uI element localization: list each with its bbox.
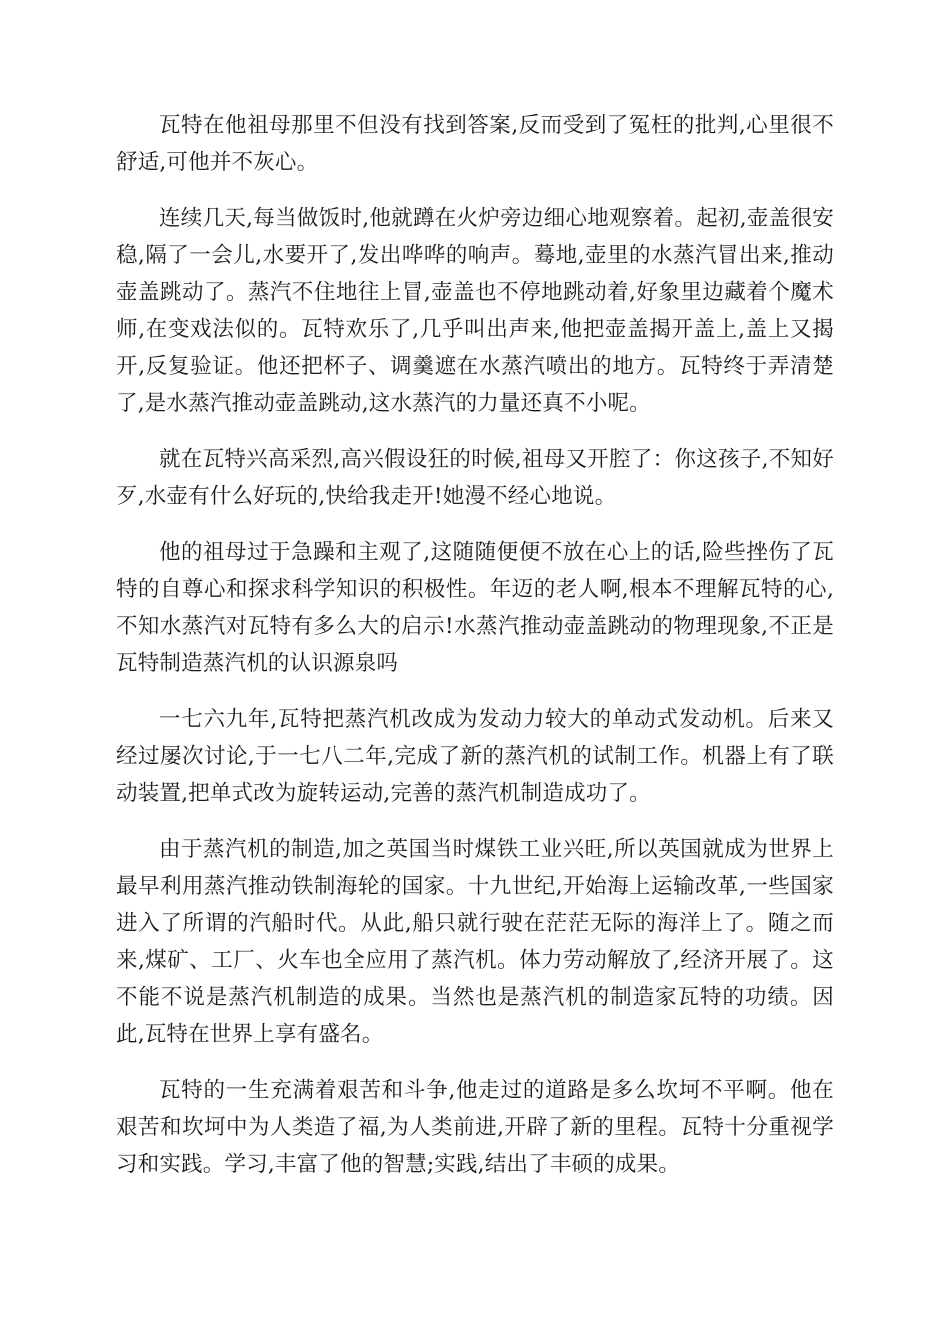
paragraph: 连续几天,每当做饭时,他就蹲在火炉旁边细心地观察着。起初,壶盖很安稳,隔了一会儿,水要开了,发出哗哗的响声。蓦地,壶里的水蒸汽冒出来,推动壶盖跳动了。蒸汽不住地往上冒,壶盖也不停地跳动着,好象里边藏着个魔术师,在变戏法似的。瓦特欢乐了,几乎叫出声来,他把壶盖揭开盖上,盖上又揭开,反复验证。他还把杯子、调羹遮在水蒸汽喷出的地方。瓦特终于弄清楚了,是水蒸汽推动壶盖跳动,这水蒸汽的力量还真不小呢。 bbox=[116, 206, 834, 416]
paragraph: 由于蒸汽机的制造,加之英国当时煤铁工业兴旺,所以英国就成为世界上最早利用蒸汽推动铁制海轮的国家。十九世纪,开始海上运输改革,一些国家进入了所谓的汽船时代。从此,船只就行驶在茫茫无际的海洋上了。随之而来,煤矿、工厂、火车也全应用了蒸汽机。体力劳动解放了,经济开展了。这不能不说是蒸汽机制造的成果。当然也是蒸汽机的制造家瓦特的功绩。因此,瓦特在世界上享有盛名。 bbox=[116, 837, 834, 1047]
document-body bbox=[116, 107, 834, 1202]
paragraph: 他的祖母过于急躁和主观了,这随随便便不放在心上的话,险些挫伤了瓦特的自尊心和探求科学知识的积极性。年迈的老人啊,根本不理解瓦特的心,不知水蒸汽对瓦特有多么大的启示!水蒸汽推动壶盖跳动的物理现象,不正是瓦特制造蒸汽机的认识源泉吗 bbox=[116, 540, 834, 676]
paragraph: 就在瓦特兴高采烈,高兴假设狂的时候,祖母又开腔了：你这孩子,不知好歹,水壶有什么好玩的,快给我走开!她漫不经心地说。 bbox=[116, 447, 834, 509]
paragraph: 一七六九年,瓦特把蒸汽机改成为发动力较大的单动式发动机。后来又经过屡次讨论,于一七八二年,完成了新的蒸汽机的试制工作。机器上有了联动装置,把单式改为旋转运动,完善的蒸汽机制造成功了。 bbox=[116, 707, 834, 806]
paragraph: 瓦特在他祖母那里不但没有找到答案,反而受到了冤枉的批判,心里很不舒适,可他并不灰心。 bbox=[116, 113, 834, 175]
paragraph: 瓦特的一生充满着艰苦和斗争,他走过的道路是多么坎坷不平啊。他在艰苦和坎坷中为人类造了福,为人类前进,开辟了新的里程。瓦特十分重视学习和实践。学习,丰富了他的智慧;实践,结出了丰硕的成果。 bbox=[116, 1078, 834, 1177]
